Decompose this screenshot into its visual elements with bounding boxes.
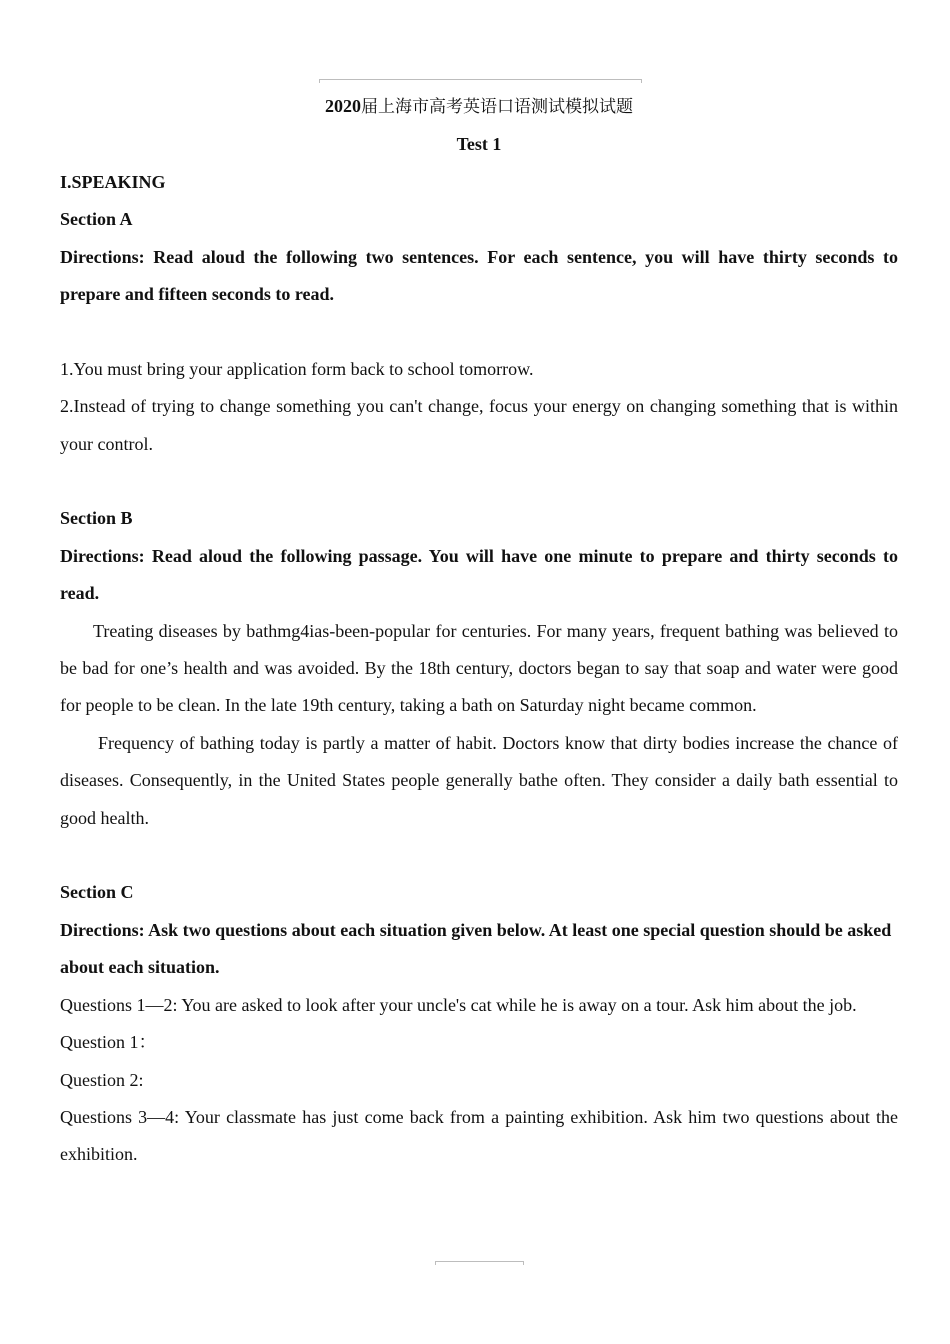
sentence-1: 1.You must bring your application form back to school tomorrow. xyxy=(60,358,534,379)
section-b-directions: Directions: Read aloud the following passage. You will have one minute to prepare and thirty seconds to read. xyxy=(60,545,898,604)
title-text: 届上海市高考英语口语测试模拟试题 xyxy=(361,97,633,117)
section-c-directions: Directions: Ask two questions about each situation given below. At least one special question should be asked about each situation. xyxy=(60,919,892,978)
section-c-heading: Section C xyxy=(60,882,134,903)
passage-paragraph-1: Treating diseases by bathmg4ias-been-popular for centuries. For many years, frequent bathing was believed to be bad for one’s health and was avoided. By the 18th century, doctors began to say that soap and water were good for people to be clean. In the late 19th century, taking a bath on Saturday night became common. xyxy=(60,620,898,716)
section-a-heading: Section A xyxy=(60,209,133,230)
question-2-label: Question 2: xyxy=(60,1069,144,1090)
document-page xyxy=(60,88,898,1174)
section-b-heading: Section B xyxy=(60,508,133,529)
question-1-label: Question 1： xyxy=(60,1032,157,1053)
part-heading: I.SPEAKING xyxy=(60,171,166,192)
section-a-directions: Directions: Read aloud the following two sentences. For each sentence, you will have thirty seconds to prepare and fifteen seconds to read. xyxy=(60,246,898,305)
page-title xyxy=(60,88,898,126)
situation-2: Questions 3—4: Your classmate has just come back from a painting exhibition. Ask him two questions about the exhibition. xyxy=(60,1106,898,1165)
sentence-2: 2.Instead of trying to change something you can't change, focus your energy on changing something that is within your control. xyxy=(60,396,898,454)
passage-paragraph-2: Frequency of bathing today is partly a matter of habit. Doctors know that dirty bodies increase the chance of diseases. Consequently, in the United States people generally bathe often. They consider a daily bath essential to good health. xyxy=(60,732,898,828)
header-rule xyxy=(319,79,642,83)
footer-rule xyxy=(435,1261,524,1265)
situation-1: Questions 1—2: You are asked to look after your uncle's cat while he is away on a tour. Ask him about the job. xyxy=(60,994,857,1015)
title-year: 2020 xyxy=(325,96,361,116)
test-label: Test 1 xyxy=(456,134,502,155)
